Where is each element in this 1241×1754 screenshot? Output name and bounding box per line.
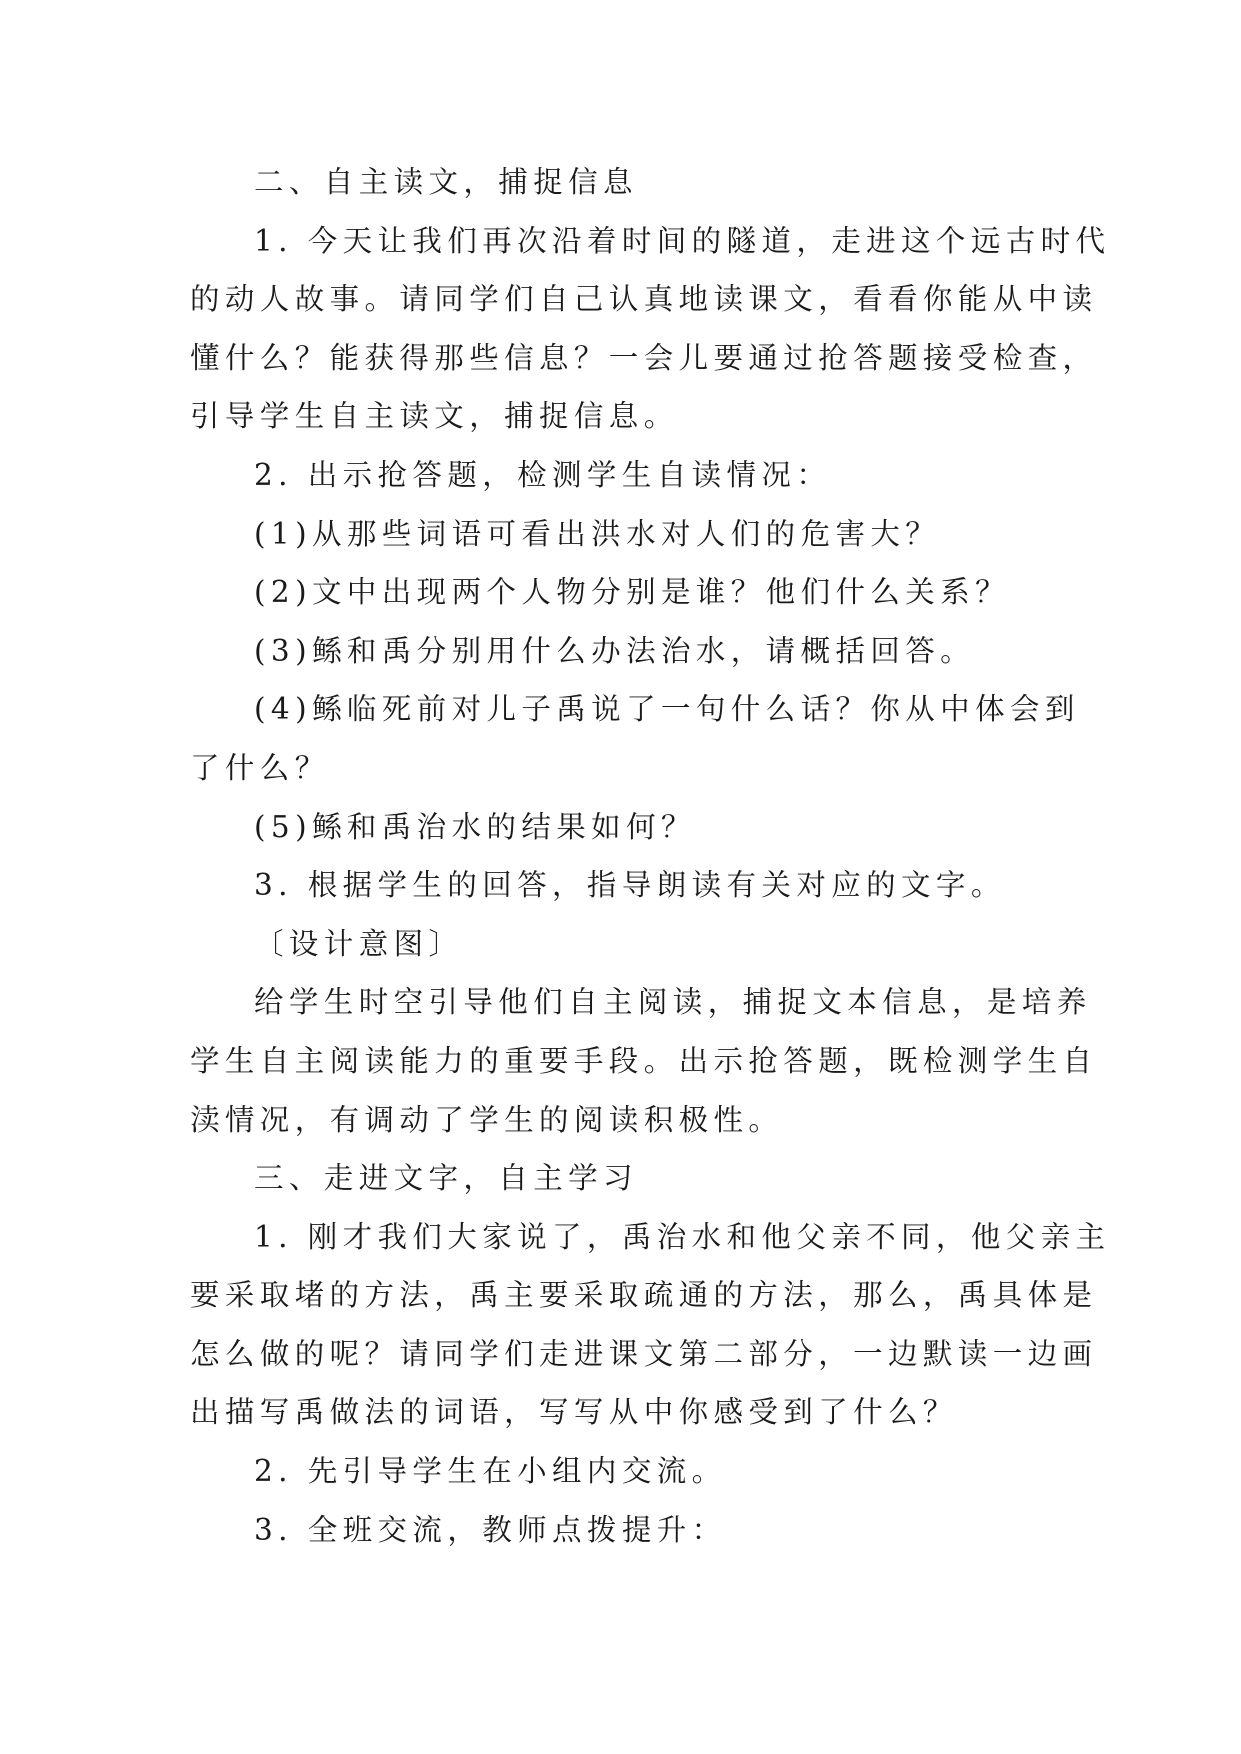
paragraph-line: 1. 刚才我们大家说了，禹治水和他父亲不同，他父亲主 [254, 1219, 1111, 1254]
paragraph-line: 出描写禹做法的词语，写写从中你感受到了什么？ [190, 1395, 958, 1430]
paragraph-line: 引导学生自主读文，捕捉信息。 [190, 399, 679, 434]
paragraph-line: 给学生时空引导他们自主阅读，捕捉文本信息，是培养 [254, 985, 1092, 1020]
paragraph-line: 怎么做的呢？请同学们走进课文第二部分，一边默读一边画 [190, 1336, 1098, 1371]
section-heading-2: 二、自主读文，捕捉信息 [254, 165, 638, 199]
question-item: (3)鲧和禹分别用什么办法治水，请概括回答。 [254, 633, 976, 668]
question-item: (4)鲧临死前对儿子禹说了一句什么话？你从中体会到 [254, 692, 1080, 727]
section-heading-3: 三、走进文字，自主学习 [254, 1161, 638, 1196]
document-body [190, 153, 1111, 1559]
paragraph-line: 要采取堵的方法，禹主要采取疏通的方法，那么，禹具体是 [190, 1278, 1098, 1313]
paragraph-line: 学生自主阅读能力的重要手段。出示抢答题，既检测学生自 [190, 1043, 1098, 1078]
paragraph-line: 3. 根据学生的回答，指导朗读有关对应的文字。 [254, 868, 1006, 903]
question-item-continued: 了什么？ [190, 750, 330, 785]
question-item: (1)从那些词语可看出洪水对人们的危害大？ [254, 516, 941, 551]
question-item: (5)鲧和禹治水的结果如何？ [254, 809, 696, 844]
paragraph-line: 2. 先引导学生在小组内交流。 [254, 1454, 727, 1489]
paragraph-line: 的动人故事。请同学们自己认真地读课文，看看你能从中读 [190, 282, 1098, 317]
paragraph-line: 渎情况，有调动了学生的阅读积极性。 [190, 1102, 784, 1137]
question-item: (2)文中出现两个人物分别是谁？他们什么关系？ [254, 575, 1010, 610]
paragraph-line: 1. 今天让我们再次沿着时间的隧道，走进这个远古时代 [254, 223, 1111, 258]
paragraph-line: 3. 全班交流，教师点拨提升： [254, 1512, 727, 1547]
paragraph-line: 2. 出示抢答题，检测学生自读情况： [254, 457, 832, 492]
design-intent-heading: 〔设计意图〕 [254, 926, 464, 961]
paragraph-line: 懂什么？能获得那些信息？一会儿要通过抢答题接受检查， [190, 340, 1098, 375]
